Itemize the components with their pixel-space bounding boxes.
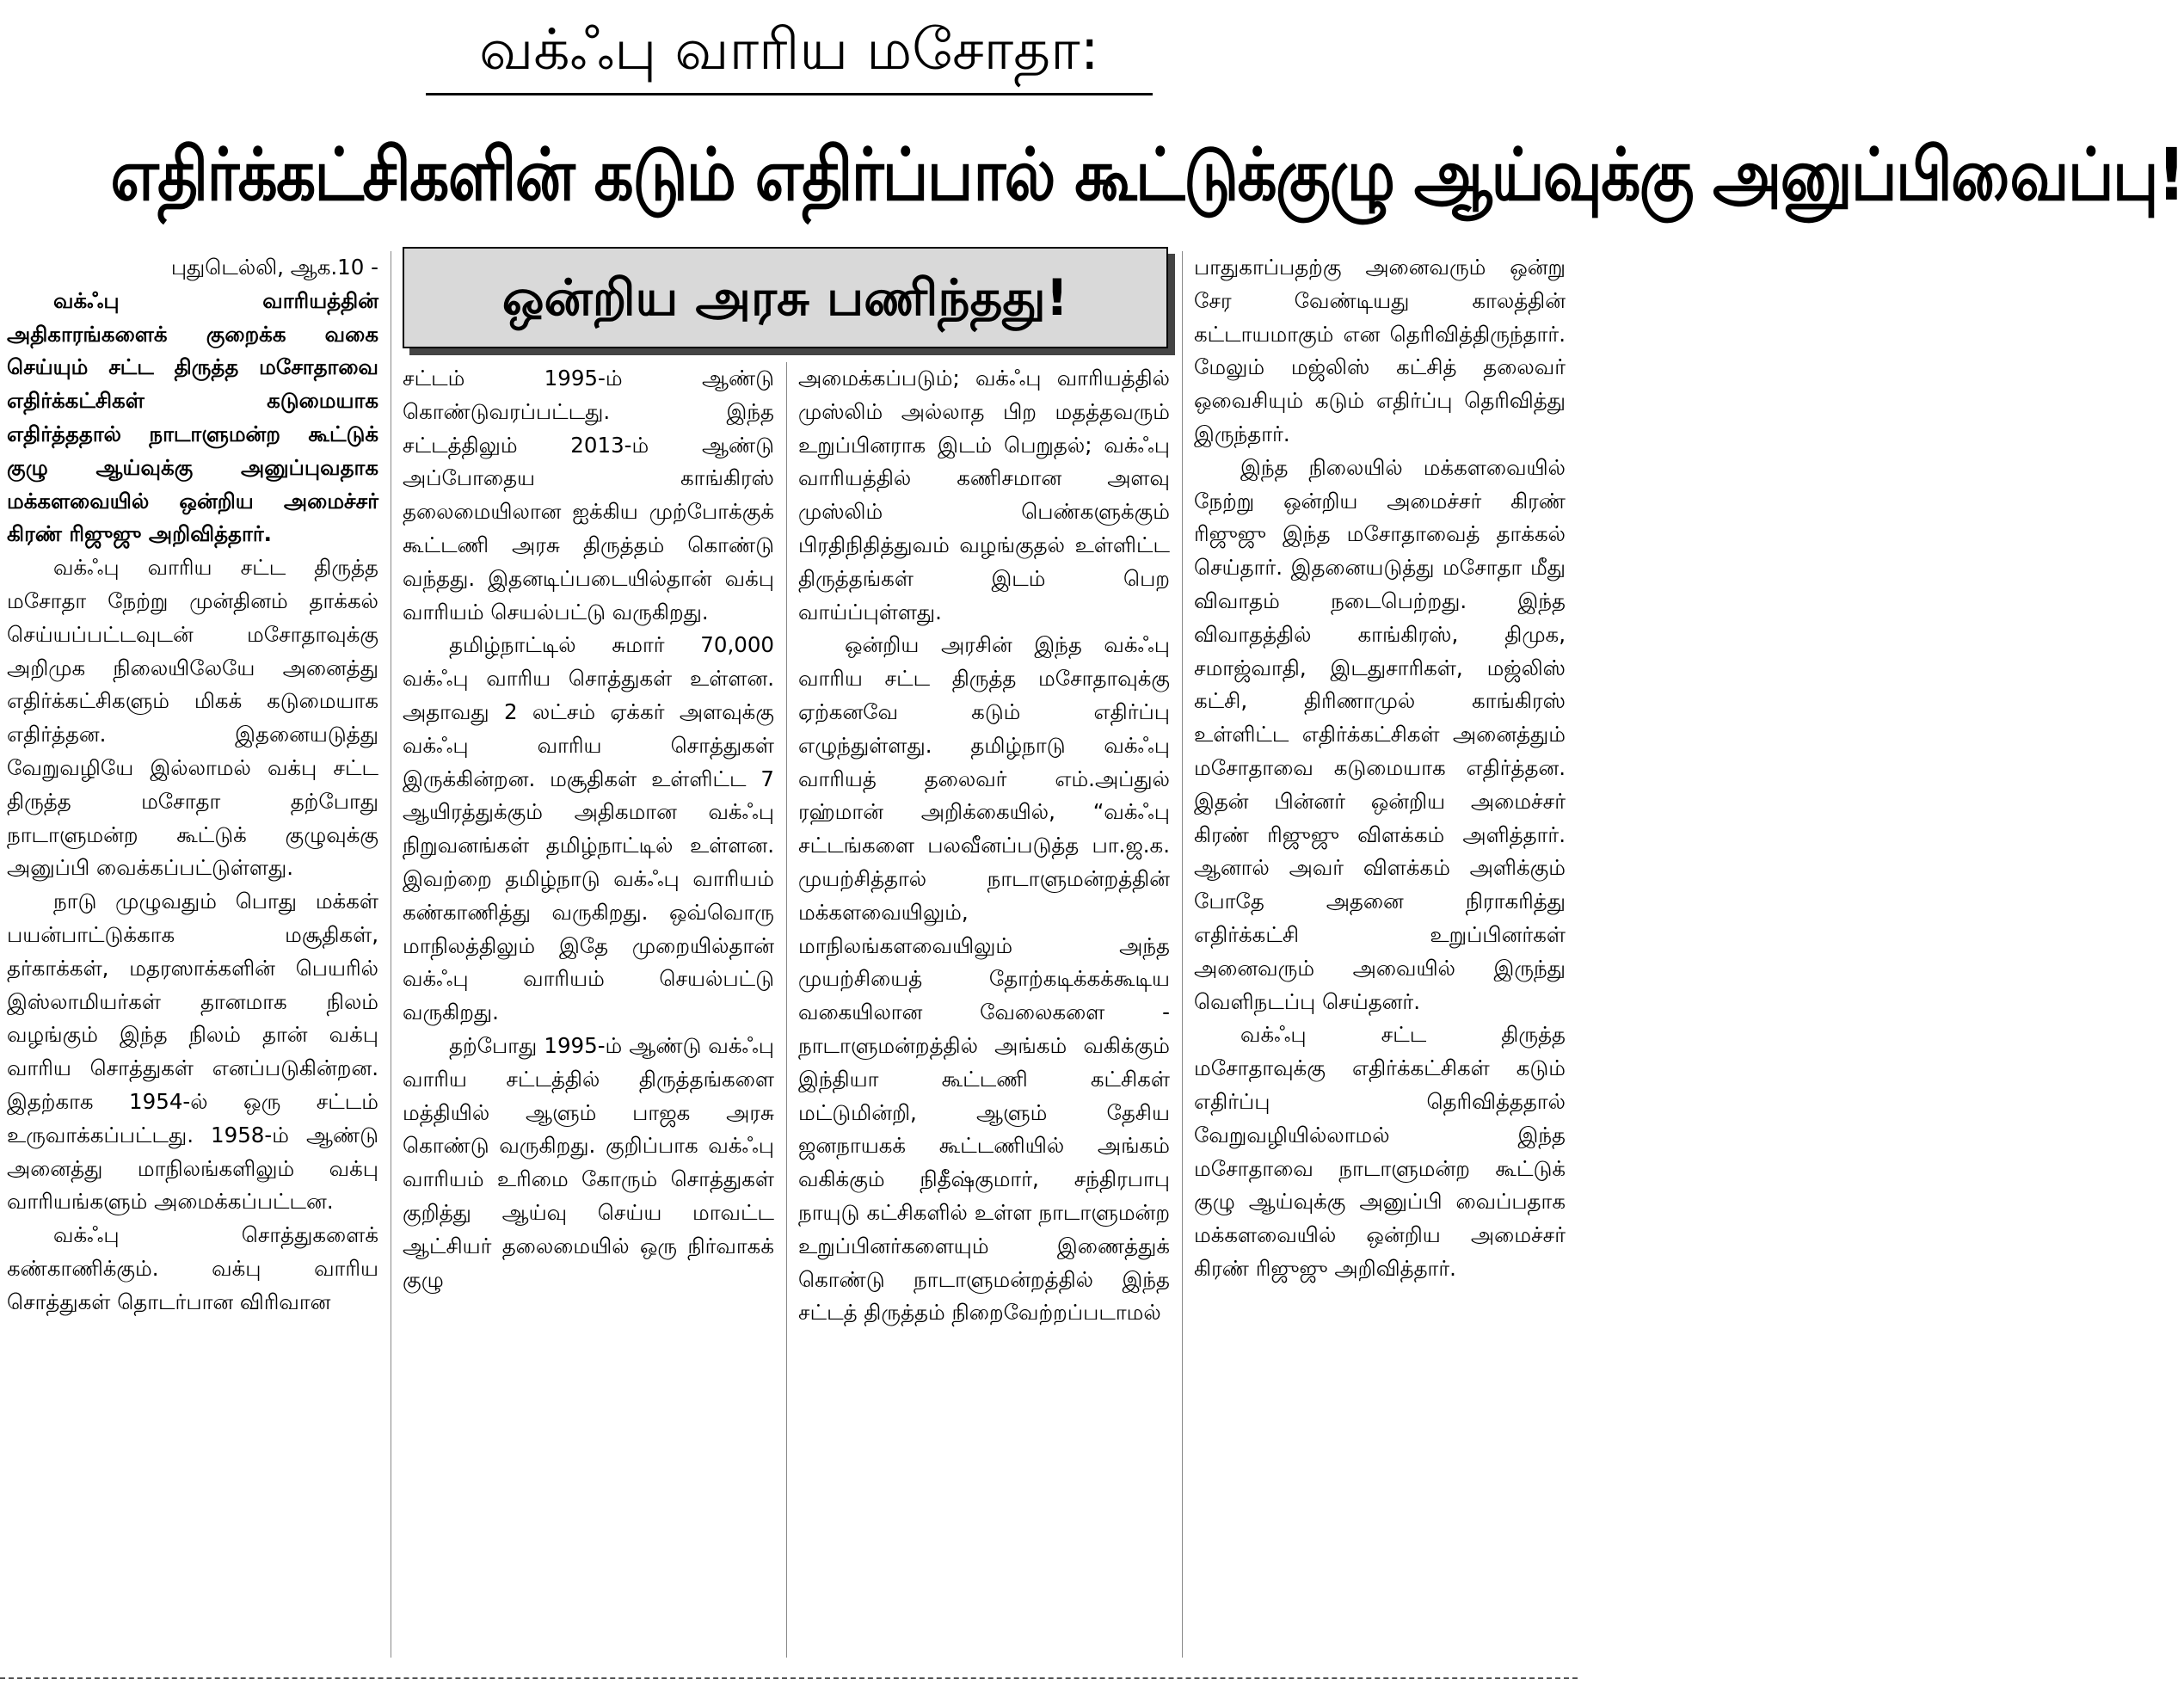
paragraph: ஒன்றிய அரசின் இந்த வக்ஃபு வாரிய சட்ட திருத்த மசோதாவுக்கு ஏற்கனவே கடும் எதிர்ப்பு எழுந்துள்ளது. தமிழ்நாடு வக்ஃபு வாரியத் தலைவர் எம்.அப்துல் ரஹ்மான் அறிக்கையில், “வக்ஃபு சட்டங்களை பலவீனப்படுத்த பா.ஜ.க. முயற்சித்தால் நாடாளுமன்றத்தின் மக்களவையிலும், மாநிலங்களவையிலும் அந்த முயற்சியைத் தோற்கடிக்கக்கூடிய வகையிலான வேலைகளை - நாடாளுமன்றத்தில் அங்கம் வகிக்கும் இந்தியா கூட்டணி கட்சிகள் மட்டுமின்றி, ஆளும் தேசிய ஜனநாயகக் கூட்டணியில் அங்கம் வகிக்கும் நிதீஷ்குமார், சந்திரபாபு நாயுடு கட்சிகளில் உள்ள நாடாளுமன்ற உறுப்பினர்களையும் இணைத்துக் கொண்டு நாடாளுமன்றத்தில் இந்த சட்டத் திருத்தம் நிறைவேற்றப்படாமல் — [798, 632, 1170, 1326]
column-rule — [1182, 251, 1183, 1658]
paragraph: இந்த நிலையில் மக்களவையில் நேற்று ஒன்றிய அமைச்சர் கிரண் ரிஜுஜு இந்த மசோதாவைத் தாக்கல் செய்தார். இதனையடுத்து மசோதா மீது விவாதம் நடைபெற்றது. இந்த விவாதத்தில் காங்கிரஸ், திமுக, சமாஜ்வாதி, இடதுசாரிகள், மஜ்லிஸ் கட்சி, திரிணாமுல் காங்கிரஸ் உள்ளிட்ட எதிர்க்கட்சிகள் அனைத்தும் மசோதாவை கடுமையாக எதிர்த்தன. இதன் பின்னர் ஒன்றிய அமைச்சர் கிரண் ரிஜுஜு விளக்கம் அளித்தார். ஆனால் அவர் விளக்கம் அளிக்கும் போதே அதனை நிராகரித்து எதிர்க்கட்சி உறுப்பினர்கள் அனைவரும் அவையில் இருந்து வெளிநடப்பு செய்தனர். — [1194, 454, 1566, 1014]
article-column-2 — [403, 362, 774, 1296]
paragraph: வக்ஃபு வாரிய சட்ட திருத்த மசோதா நேற்று முன்தினம் தாக்கல் செய்யப்பட்டவுடன் மசோதாவுக்கு அறிமுக நிலையிலேயே அனைத்து எதிர்க்கட்சிகளும் மிகக் கடுமையாக எதிர்த்தன. இதனையடுத்து வேறுவழியே இல்லாமல் வக்பு சட்ட திருத்த மசோதா தற்போது நாடாளுமன்ற கூட்டுக் குழுவுக்கு அனுப்பி வைக்கப்பட்டுள்ளது. — [7, 555, 378, 881]
column-rule — [786, 362, 787, 1658]
paragraph: தற்போது 1995-ம் ஆண்டு வக்ஃபு வாரிய சட்டத்தில் திருத்தங்களை மத்தியில் ஆளும் பாஜக அரசு கொண்டு வருகிறது. குறிப்பாக வக்ஃபு வாரியம் உரிமை கோரும் சொத்துகள் குறித்து ஆய்வு செய்ய மாவட்ட ஆட்சியர் தலைமையில் ஒரு நிர்வாகக் குழு — [403, 1032, 774, 1292]
dateline: புதுடெல்லி, ஆக.10 - — [170, 255, 378, 280]
paragraph: பாதுகாப்பதற்கு அனைவரும் ஒன்று சேர வேண்டியது காலத்தின் கட்டாயமாகும் என தெரிவித்திருந்தார். மேலும் மஜ்லிஸ் கட்சித் தலைவர் ஒவைசியும் கடும் எதிர்ப்பு தெரிவித்து இருந்தார். — [1194, 255, 1566, 446]
paragraph: சட்டம் 1995-ம் ஆண்டு கொண்டுவரப்பட்டது. இந்த சட்டத்திலும் 2013-ம் ஆண்டு அப்போதைய காங்கிரஸ் தலைமையிலான ஐக்கிய முற்போக்குக் கூட்டணி அரசு திருத்தம் கொண்டு வந்தது. இதனடிப்படையில்தான் வக்பு வாரியம் செயல்பட்டு வருகிறது. — [403, 366, 774, 624]
paragraph: வக்ஃபு சொத்துகளைக் கண்காணிக்கும். வக்பு வாரிய சொத்துகள் தொடர்பான விரிவான — [7, 1222, 378, 1314]
paragraph: நாடு முழுவதும் பொது மக்கள் பயன்பாட்டுக்காக மசூதிகள், தர்காக்கள், மதரஸாக்களின் பெயரில் இஸ்லாமியர்கள் தானமாக நிலம் வழங்கும் இந்த நிலம் தான் வக்பு வாரிய சொத்துகள் எனப்படுகின்றன. இதற்காக 1954-ல் ஒரு சட்டம் உருவாக்கப்பட்டது. 1958-ம் ஆண்டு அனைத்து மாநிலங்களிலும் வக்பு வாரியங்களும் அமைக்கப்பட்டன. — [7, 889, 378, 1215]
paragraph: தமிழ்நாட்டில் சுமார் 70,000 வக்ஃபு வாரிய சொத்துகள் உள்ளன. அதாவது 2 லட்சம் ஏக்கர் அளவுக்கு வக்ஃபு வாரிய சொத்துகள் இருக்கின்றன. மசூதிகள் உள்ளிட்ட 7 ஆயிரத்துக்கும் அதிகமான வக்ஃபு நிறுவனங்கள் தமிழ்நாட்டில் உள்ளன. இவற்றை தமிழ்நாடு வக்ஃபு வாரியம் கண்காணித்து வருகிறது. ஒவ்வொரு மாநிலத்திலும் இதே முறையில்தான் வக்ஃபு வாரியம் செயல்பட்டு வருகிறது. — [403, 632, 774, 1025]
dashed-divider — [0, 1677, 1578, 1679]
paragraph: அமைக்கப்படும்; வக்ஃபு வாரியத்தில் முஸ்லிம் அல்லாத பிற மதத்தவரும் உறுப்பினராக இடம் பெறுதல்; வக்ஃபு வாரியத்தில் கணிசமான அளவு முஸ்லிம் பெண்களுக்கும் பிரதிநிதித்துவம் வழங்குதல் உள்ளிட்ட திருத்தங்கள் இடம் பெற வாய்ப்புள்ளது. — [798, 366, 1170, 624]
main-headline: எதிர்க்கட்சிகளின் கடும் எதிர்ப்பால் கூட்டுக்குழு ஆய்வுக்கு அனுப்பிவைப்பு! — [110, 132, 2184, 217]
subheading-box: ஒன்றிய அரசு பணிந்தது! — [403, 247, 1168, 348]
kicker-heading: வக்ஃபு வாரிய மசோதா: — [426, 7, 1153, 95]
article-column-4 — [1194, 251, 1566, 1286]
lede-paragraph: வக்ஃபு வாரியத்தின் அதிகாரங்களைக் குறைக்க வகை செய்யும் சட்ட திருத்த மசோதாவை எதிர்க்கட்சிகள் கடுமையாக எதிர்த்ததால் நாடாளுமன்ற கூட்டுக் குழு ஆய்வுக்கு அனுப்புவதாக மக்களவையில் ஒன்றிய அமைச்சர் கிரண் ரிஜுஜு அறிவித்தார். — [7, 287, 378, 547]
paragraph: வக்ஃபு சட்ட திருத்த மசோதாவுக்கு எதிர்க்கட்சிகள் கடும் எதிர்ப்பு தெரிவித்ததால் வேறுவழியில்லாமல் இந்த மசோதாவை நாடாளுமன்ற கூட்டுக் குழு ஆய்வுக்கு அனுப்பி வைப்பதாக மக்களவையில் ஒன்றிய அமைச்சர் கிரண் ரிஜுஜு அறிவித்தார். — [1194, 1022, 1566, 1281]
article-column-3 — [798, 362, 1170, 1330]
article-column-1 — [7, 251, 378, 1320]
